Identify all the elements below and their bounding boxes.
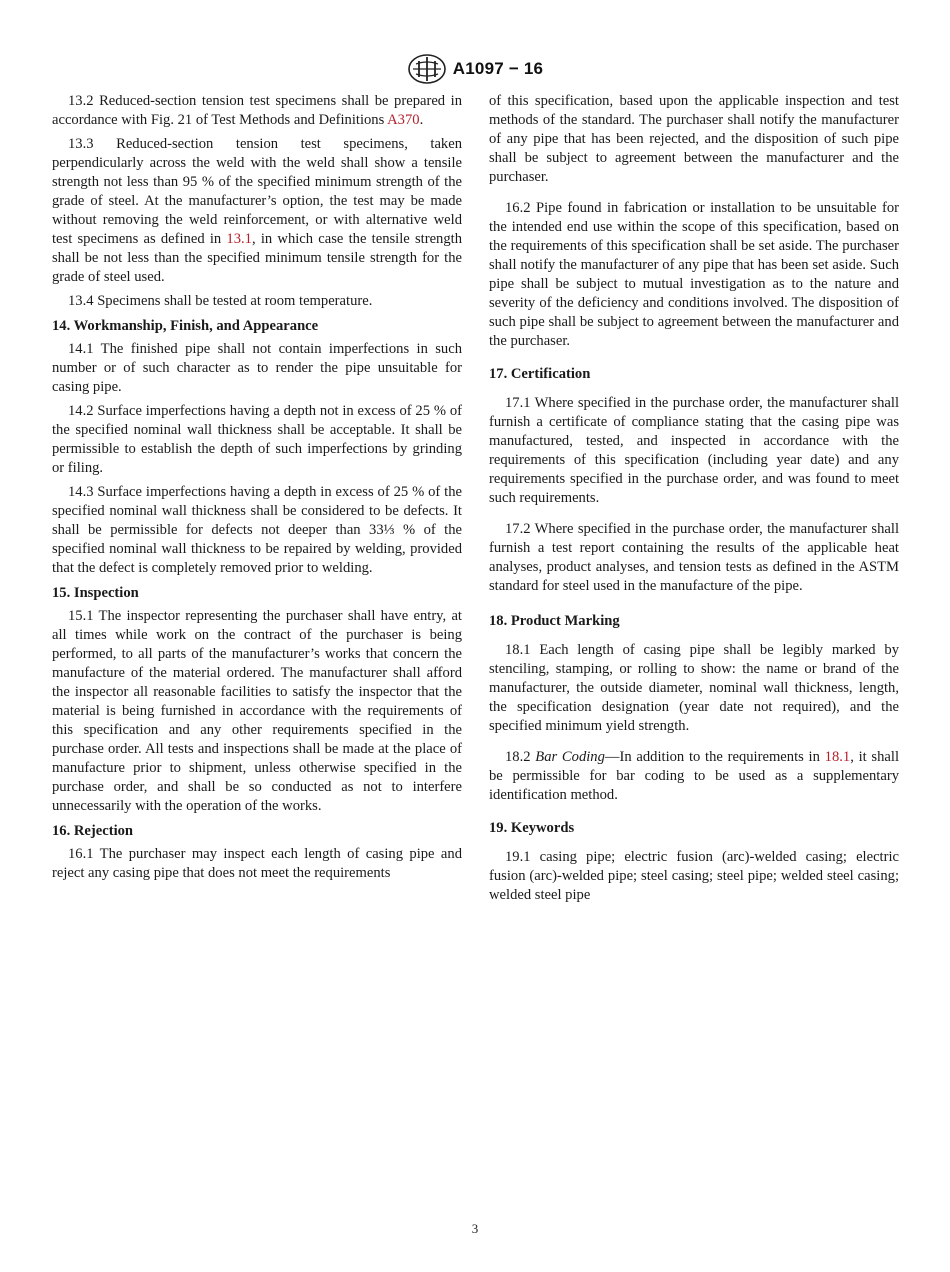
paragraph-13-3: 13.3 Reduced-section tension test specimens, taken perpendicularly across the weld with the weld shall show a tensile strength not less than 95 % of the specified minimum strength of the grade of steel. At the manufacturer’s option, the test may be made without removing the weld reinforcement, or with alternative weld test specimens as defined in 13.1, in which case the tensile strength shall be not less than the specified minimum tensile strength for the grade of steel used. xyxy=(52,136,462,285)
left-column xyxy=(52,92,462,888)
section-heading-17: 17. Certification xyxy=(489,366,591,382)
paragraph-18-2: 18.2 Bar Coding—In addition to the requirements in 18.1, it shall be permissible for bar coding to be used as a supplementary identification method. xyxy=(489,749,899,803)
document-id: A1097 − 16 xyxy=(452,59,544,78)
paragraph-19-1: 19.1 casing pipe; electric fusion (arc)-welded casing; electric fusion (arc)-welded pipe; steel casing; steel pipe; welded steel casing; welded steel pipe xyxy=(489,849,899,903)
astm-logo xyxy=(407,53,447,85)
paragraph-13-2: 13.2 Reduced-section tension test specimens shall be prepared in accordance with Fig. 21 of Test Methods and Definitions A370. xyxy=(52,93,462,128)
paragraph-18-1: 18.1 Each length of casing pipe shall be legibly marked by stenciling, stamping, or rolling to show: the name or brand of the manufacturer, the outside diameter, nominal wall thickness, length, the specification designation (year date not required), and the specified minimum yield strength. xyxy=(489,642,899,734)
page-number: 3 xyxy=(471,1221,479,1236)
link-18-1[interactable]: 18.1 xyxy=(824,749,851,765)
link-13-1[interactable]: 13.1 xyxy=(226,231,252,247)
paragraph-17-1: 17.1 Where specified in the purchase order, the manufacturer shall furnish a certificate of compliance stating that the casing pipe was manufactured, tested, and inspected in accordance with the requirements of this specification (including year date) and any requirements specified in the purchase order, and was found to meet such requirements. xyxy=(489,395,899,506)
section-heading-19: 19. Keywords xyxy=(489,820,575,836)
paragraph-16-1: 16.1 The purchaser may inspect each length of casing pipe and reject any casing pipe that does not meet the requirements xyxy=(52,846,462,881)
section-heading-18: 18. Product Marking xyxy=(489,613,620,629)
paragraph-13-4: 13.4 Specimens shall be tested at room temperature. xyxy=(68,293,373,309)
paragraph-15-1: 15.1 The inspector representing the purchaser shall have entry, at all times while work on the contract of the purchaser is being performed, to all parts of the manufacturer’s works that concern the manufacture of the material ordered. The manufacturer shall afford the inspector all reasonable facilities to satisfy the inspector that the material is being furnished in accordance with the requirements of this specification and any other requirements specified in the purchase order. All tests and inspections shall be made at the place of manufacture prior to shipment, unless otherwise specified in the purchase order, and shall be so conducted as not to interfere unnecessarily with the operation of the works. xyxy=(52,608,462,814)
page-header xyxy=(0,52,950,86)
paragraph-14-1: 14.1 The finished pipe shall not contain imperfections in such number or of such character as to render the pipe unsuitable for casing pipe. xyxy=(52,341,462,395)
paragraph-16-2: 16.2 Pipe found in fabrication or installation to be unsuitable for the intended end use within the scope of this specification, based on the requirements of this specification shall be set aside. The purchaser shall notify the manufacturer of any pipe that has been set aside. Such pipe shall be subject to mutual investigation as to the nature and severity of the deficiency and conditions involved. The disposition of such pipe shall be subject to agreement between the manufacturer and the purchaser. xyxy=(489,200,899,349)
link-a370[interactable]: A370 xyxy=(387,112,420,128)
paragraph-14-2: 14.2 Surface imperfections having a depth not in excess of 25 % of the specified nominal wall thickness shall be acceptable. It shall be permissible to establish the depth of such imperfections by grinding or filing. xyxy=(52,403,462,476)
section-heading-15: 15. Inspection xyxy=(52,585,139,601)
right-column xyxy=(489,92,899,910)
paragraph-14-3: 14.3 Surface imperfections having a depth in excess of 25 % of the specified nominal wall thickness shall be considered to be defects. It shall be permissible for defects not deeper than 33⅓ % of the specified nominal wall thickness to be repaired by welding, provided that the defect is completely removed prior to welding. xyxy=(52,484,462,576)
section-heading-14: 14. Workmanship, Finish, and Appearance xyxy=(52,318,319,334)
section-heading-16: 16. Rejection xyxy=(52,823,134,839)
paragraph-16-1-continued: of this specification, based upon the applicable inspection and test methods of the standard. The purchaser shall notify the manufacturer of any pipe that has been rejected, and the disposition of such pipe shall be subject to agreement between the manufacturer and the purchaser. xyxy=(489,93,899,185)
paragraph-17-2: 17.2 Where specified in the purchase order, the manufacturer shall furnish a test report containing the results of the applicable heat analyses, product analyses, and tension tests as defined in the ASTM standard for steel used in the manufacture of the pipe. xyxy=(489,521,899,594)
